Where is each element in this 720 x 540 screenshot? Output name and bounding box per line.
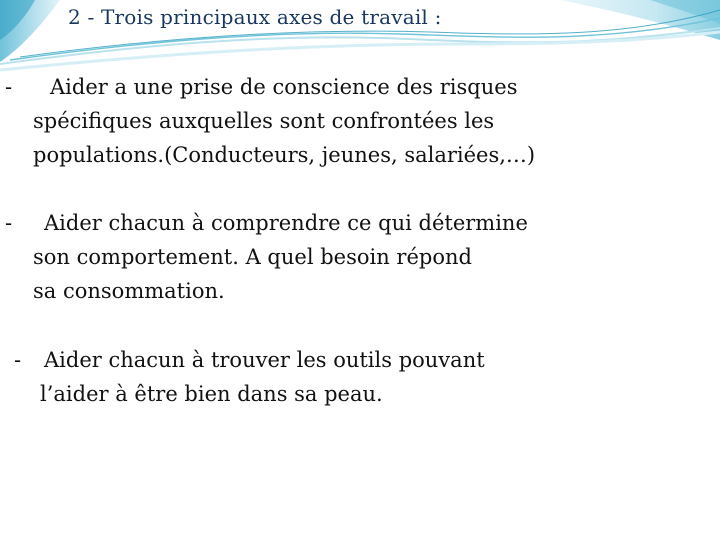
bullet-line: sa consommation.	[33, 279, 225, 303]
bullet-marker: -	[14, 348, 22, 372]
bullet-item-3	[0, 343, 720, 423]
bullet-marker: -	[5, 211, 13, 235]
bullet-item-1	[0, 70, 720, 180]
bullet-item-2	[0, 206, 720, 316]
bullet-line: spécifiques auxquelles sont confrontées les	[33, 109, 495, 133]
bullet-line: populations.(Conducteurs, jeunes, salariées,…)	[33, 143, 536, 167]
bullet-line: Aider chacun à trouver les outils pouvant	[44, 348, 485, 372]
bullet-marker: -	[5, 75, 13, 99]
bullet-line: Aider chacun à comprendre ce qui détermine	[44, 211, 528, 235]
bullet-line: l’aider à être bien dans sa peau.	[40, 382, 383, 406]
bullet-line: son comportement. A quel besoin répond	[33, 245, 472, 269]
bullet-line: Aider a une prise de conscience des risques	[50, 75, 518, 99]
slide-title: 2 - Trois principaux axes de travail :	[68, 5, 442, 29]
